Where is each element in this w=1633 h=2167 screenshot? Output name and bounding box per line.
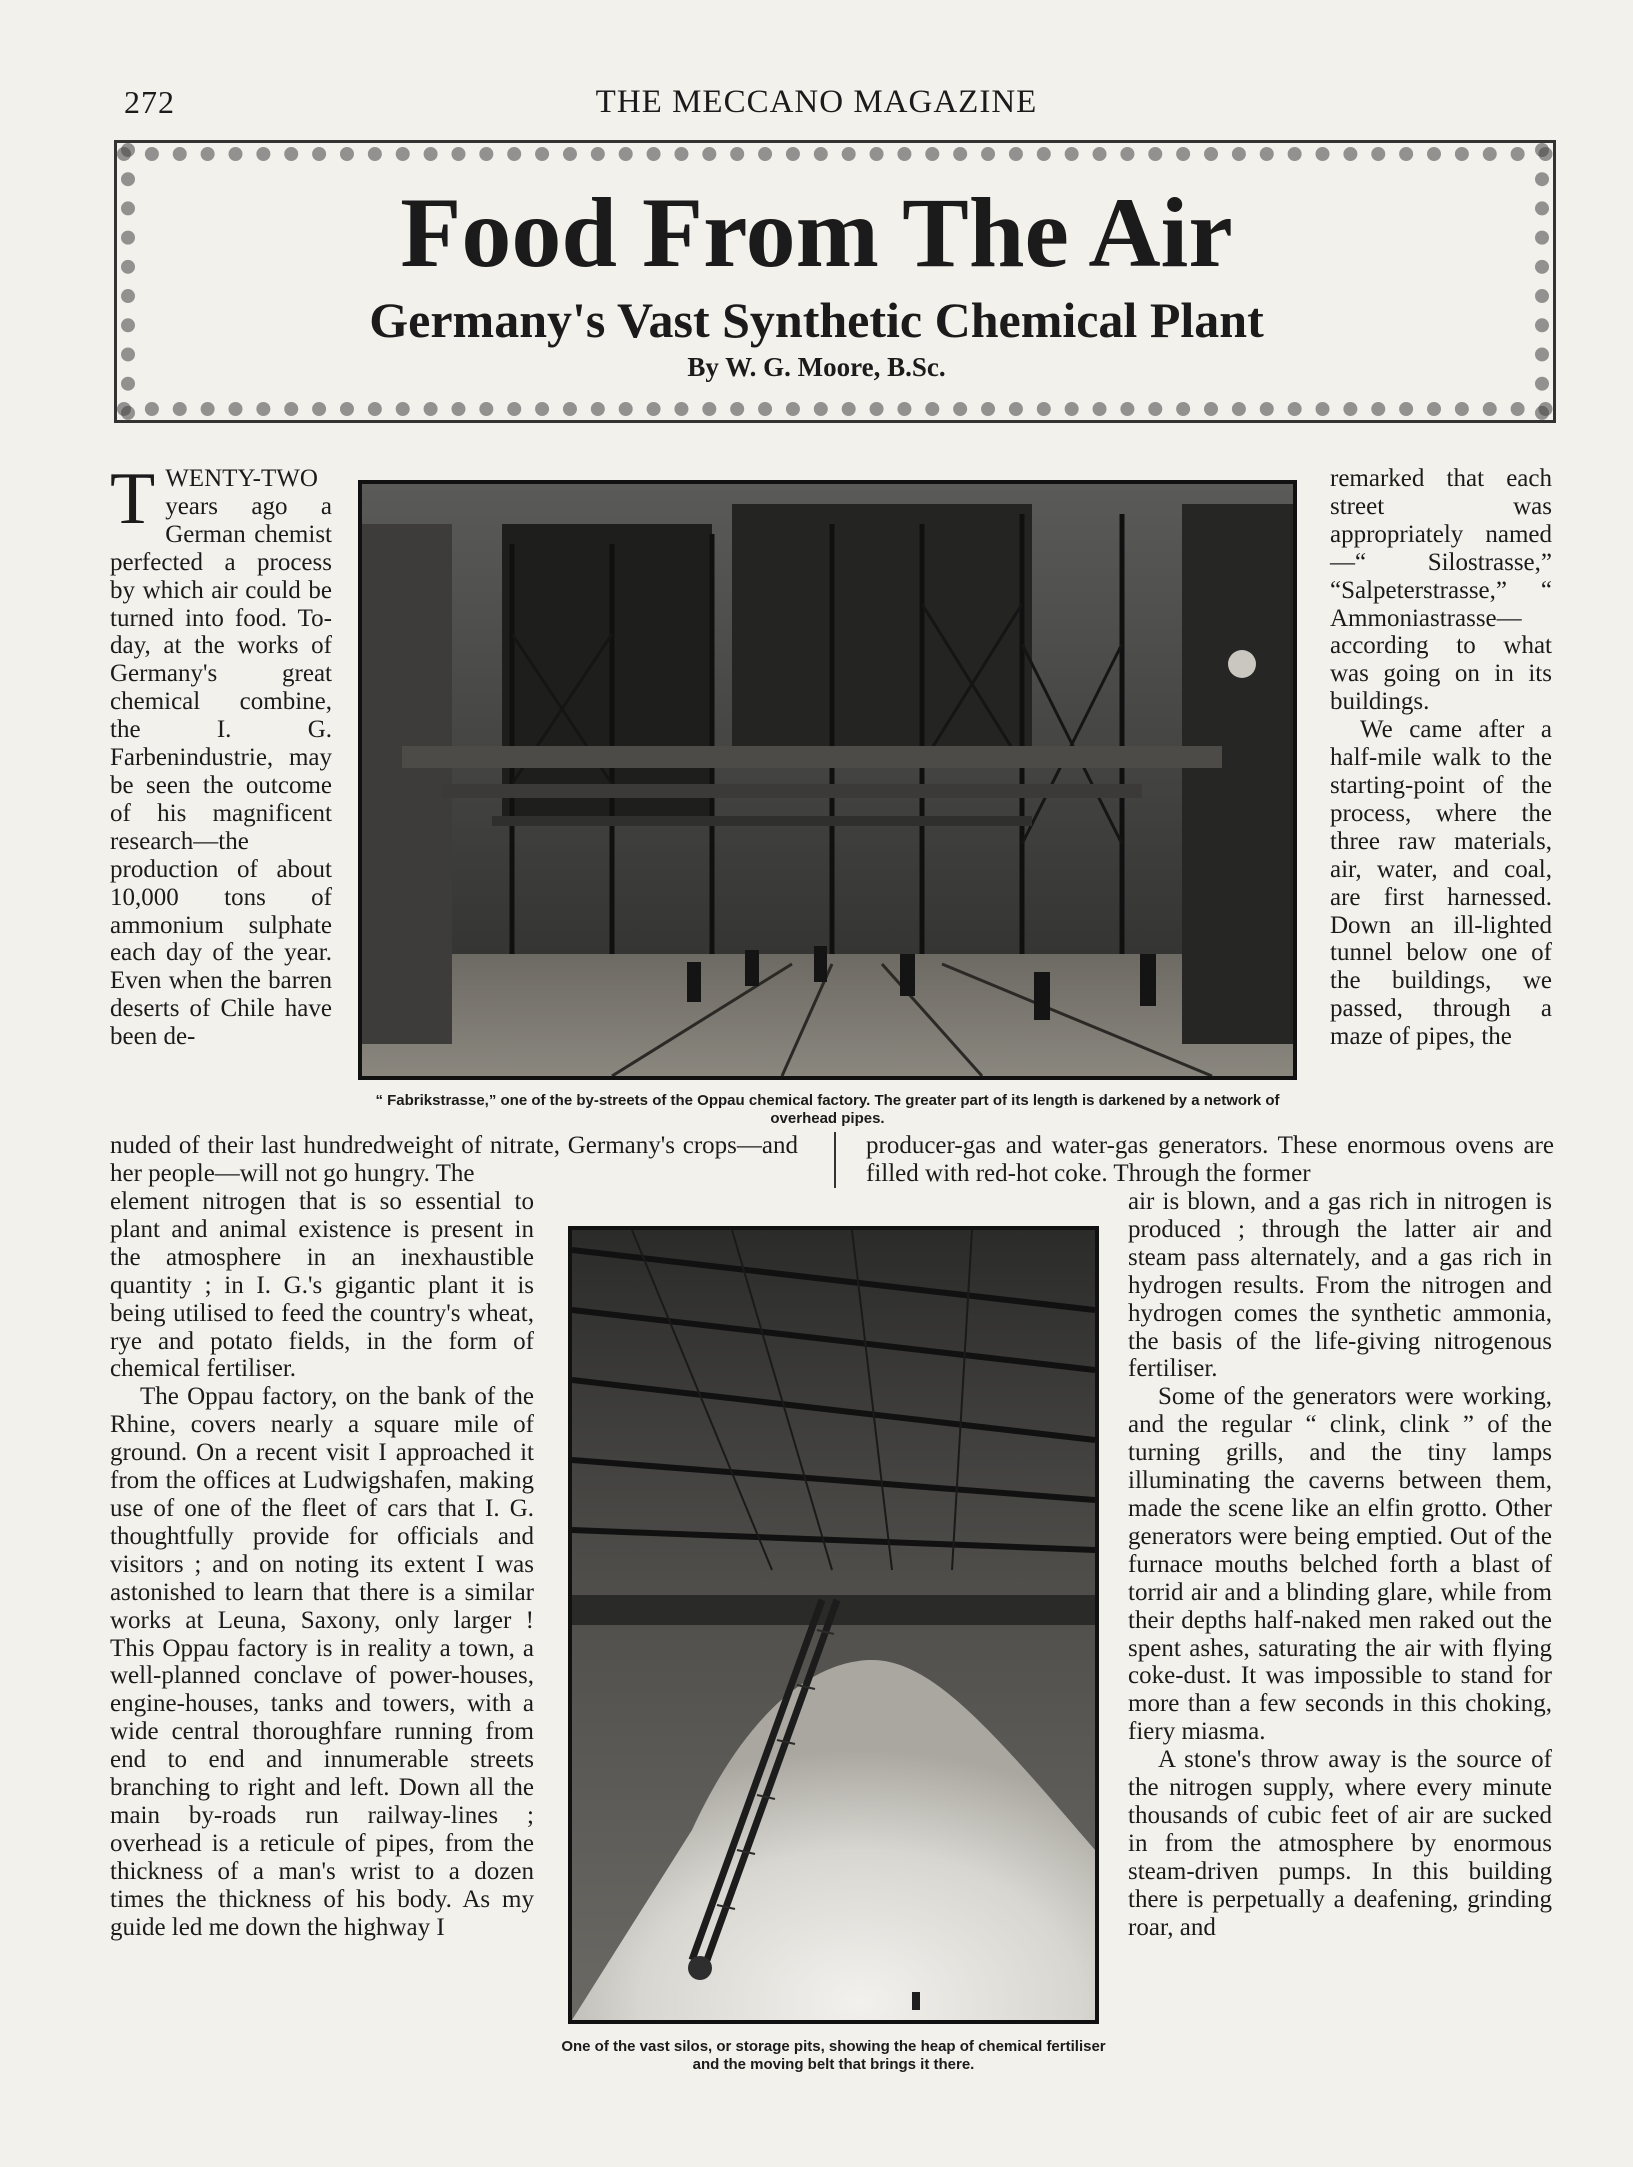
silo-photo-caption: One of the vast silos, or storage pits, showing the heap of chemical fertiliser and the moving belt that brings it there. bbox=[561, 2038, 1106, 2073]
article-title: Food From The Air bbox=[400, 177, 1233, 288]
magazine-title: THE MECCANO MAGAZINE bbox=[595, 84, 1038, 120]
right-column-paragraph: Some of the generators were working, and the regular “ clink, clink ” of the turning grills, and the tiny lamps illuminating the caverns between them, made the scene like an elfin grotto. Other generators were being emptied. Out of the furnace mouths belched forth a blast of torrid air and a blinding glare, while from their depths half-naked men raked out the spent ashes, saturating the air with flying coke-dust. It was impossible to stand for more than a few seconds in this choking, fiery miasma. bbox=[1128, 1383, 1552, 1746]
right-column-wide: producer-gas and water-gas generators. These enormous ovens are filled with red-hot coke. Through the former bbox=[866, 1132, 1554, 1187]
silo-photo bbox=[568, 1226, 1099, 2024]
factory-street-photo bbox=[358, 480, 1297, 1080]
left-column-top bbox=[110, 458, 332, 1051]
byline: By W. G. Moore, B.Sc. bbox=[687, 352, 946, 382]
left-column-bottom bbox=[110, 1188, 534, 1941]
article-subtitle: Germany's Vast Synthetic Chemical Plant bbox=[369, 292, 1264, 348]
intro-text: WENTY-TWO years ago a German chemist perfected a process by which air could be turned into food. To-day, at the works of Germany's great chemical combine, the I. G. Farbenindustrie, may be seen the outcome of his magnificent research—the production of about 10,000 tons of ammonium sulphate each day of the year. Even when the barren deserts of Chile have been de- bbox=[110, 465, 332, 1051]
right-column-paragraph: A stone's throw away is the source of the nitrogen supply, where every minute thousands of cubic feet of air are sucked in from the atmosphere by enormous steam-driven pumps. In this building there is perpetually a deafening, grinding roar, and bbox=[1128, 1746, 1552, 1941]
left-column-paragraph: The Oppau factory, on the bank of the Rhine, covers nearly a square mile of ground. On a recent visit I approached it from the offices at Ludwigshafen, making use of one of the fleet of cars that I. G. thoughtfully provide for officials and visitors ; and on noting its extent I was astonished to learn that there is a similar works at Leuna, Saxony, only larger ! This Oppau factory is in reality a town, a well-planned conclave of power-houses, engine-houses, tanks and towers, with a wide central thoroughfare running from end to end and innumerable streets branching to right and left. Down all the main by-roads run railway-lines ; overhead is a reticule of pipes, from the thickness of a man's wrist to a dozen times the thickness of his body. As my guide led me down the highway I bbox=[110, 1383, 534, 1941]
right-column-top bbox=[1330, 465, 1552, 1051]
right-column-paragraph: remarked that each street was appropriately named—“ Silostrasse,” “Salpeterstrasse,” “ Ammoniastrasse—according to what was going on in its buildings. bbox=[1330, 465, 1552, 716]
right-column-paragraph: air is blown, and a gas rich in nitrogen is produced ; through the latter air and steam pass alternately, and a gas rich in hydrogen results. From the nitrogen and hydrogen comes the synthetic ammonia, the basis of the life-giving nitrogenous fertiliser. bbox=[1128, 1188, 1552, 1383]
dropcap: T bbox=[110, 458, 156, 540]
right-column-paragraph: We came after a half-mile walk to the starting-point of the process, where the three raw materials, air, water, and coal, are first harnessed. Down an ill-lighted tunnel below one of the buildings, we passed, through a maze of pipes, the bbox=[1330, 716, 1552, 1051]
page-number: 272 bbox=[124, 84, 175, 120]
column-rule bbox=[834, 1132, 836, 1188]
left-column-wide: nuded of their last hundredweight of nitrate, Germany's crops—and her people—will not go hungry. The bbox=[110, 1132, 798, 1187]
right-column-bottom bbox=[1128, 1188, 1552, 1941]
left-column-paragraph: element nitrogen that is so essential to plant and animal existence is present in the atmosphere in an inexhaustible quantity ; in I. G.'s gigantic plant it is being utilised to feed the country's wheat, rye and potato fields, in the form of chemical fertiliser. bbox=[110, 1188, 534, 1383]
street-photo-caption: “ Fabrikstrasse,” one of the by-streets of the Oppau chemical factory. The greater part of its length is darkened by a network of overhead pipes. bbox=[375, 1092, 1280, 1127]
